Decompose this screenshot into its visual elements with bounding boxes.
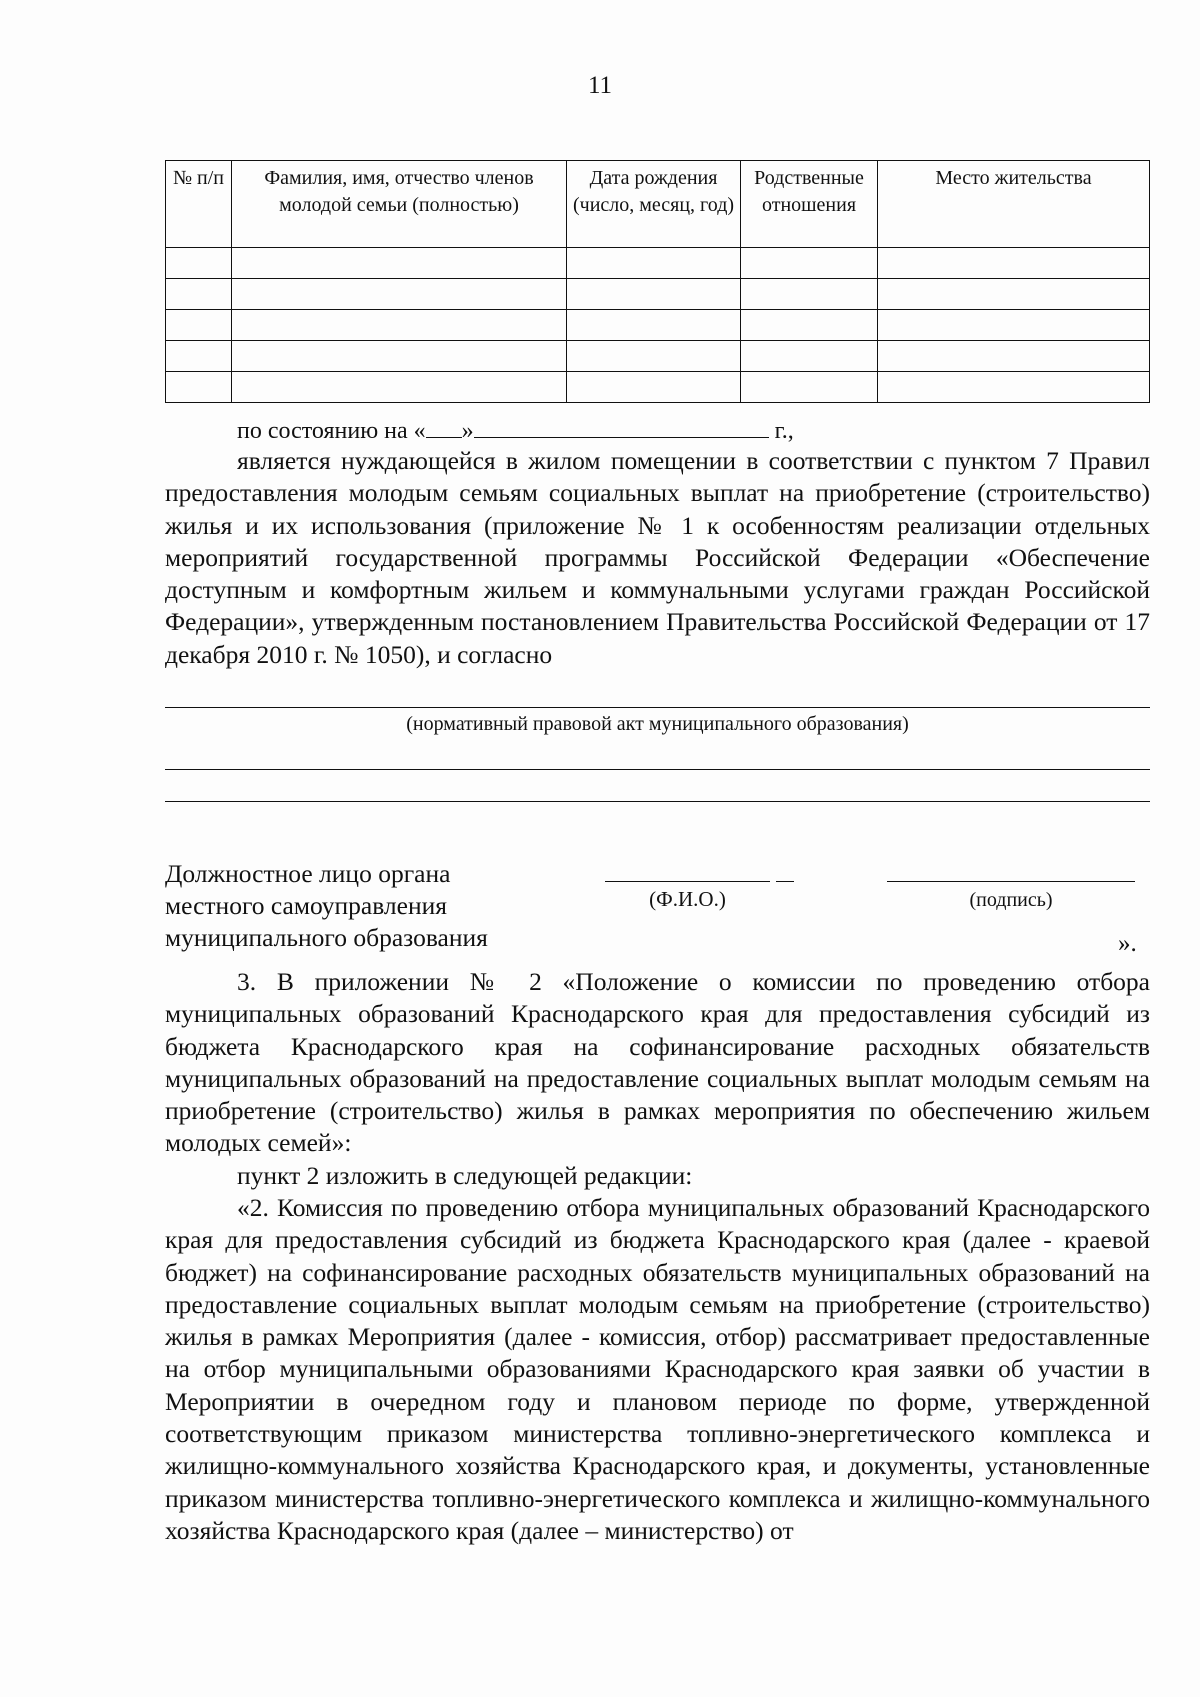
dash-line bbox=[776, 881, 794, 882]
header-relationship: Родственные отношения bbox=[741, 161, 878, 248]
header-number: № п/п bbox=[166, 161, 232, 248]
table-cell bbox=[166, 341, 232, 372]
table-cell bbox=[567, 279, 741, 310]
table-cell bbox=[741, 279, 878, 310]
header-full-name: Фамилия, имя, отчество членов молодой семьи (полностью) bbox=[232, 161, 567, 248]
official-title bbox=[165, 858, 595, 954]
table-header-row bbox=[166, 161, 1150, 248]
table-cell bbox=[166, 372, 232, 403]
as-of-prefix: по состоянию на « bbox=[237, 418, 426, 444]
day-blank bbox=[426, 415, 462, 438]
table-cell bbox=[741, 248, 878, 279]
item-2-intro: пункт 2 изложить в следующей редакции: bbox=[237, 1161, 693, 1190]
official-line-2: местного самоуправления bbox=[165, 891, 447, 920]
official-line-1: Должностное лицо органа bbox=[165, 859, 451, 888]
table-row bbox=[166, 341, 1150, 372]
blank-line bbox=[165, 769, 1150, 770]
table-cell bbox=[232, 310, 567, 341]
table-cell bbox=[232, 279, 567, 310]
as-of-middle: » bbox=[461, 418, 474, 444]
page-number: 11 bbox=[587, 72, 613, 99]
table-cell bbox=[232, 372, 567, 403]
table-cell bbox=[166, 248, 232, 279]
table-cell bbox=[741, 310, 878, 341]
normative-act-line bbox=[165, 707, 1150, 708]
table-cell bbox=[567, 248, 741, 279]
table-cell bbox=[166, 310, 232, 341]
as-of-date-line bbox=[237, 415, 794, 445]
fio-line bbox=[605, 881, 770, 882]
header-birth-date: Дата рождения (число, месяц, год) bbox=[567, 161, 741, 248]
signature-label: (подпись) bbox=[969, 889, 1053, 911]
table-cell bbox=[878, 279, 1150, 310]
table-cell bbox=[878, 341, 1150, 372]
table-cell bbox=[232, 248, 567, 279]
table-row bbox=[166, 248, 1150, 279]
table-row bbox=[166, 310, 1150, 341]
table-cell bbox=[741, 372, 878, 403]
table-cell bbox=[232, 341, 567, 372]
as-of-suffix: г., bbox=[768, 418, 794, 444]
official-line-3: муниципального образования bbox=[165, 923, 488, 952]
table-cell bbox=[741, 341, 878, 372]
table-cell bbox=[878, 372, 1150, 403]
item-2-text: «2. Комиссия по проведению отбора муниципальных образований Краснодарского края для предоставления субсидий из бюджета Краснодарского края (далее - краевой бюджет) на софинансирование расходных обязательств муниципальных образований на предоставление социальных выплат молодым семьям на приобретение (строительство) жилья в рамках Мероприятия (далее - комиссия, отбор) рассматривает предоставленные на отбор муниципальными образованиями Краснодарского края заявки об участии в Мероприятии в очередном году и плановом периоде по форме, утвержденной соответствующим приказом министерства топливно-энергетического комплекса и жилищно-коммунального хозяйства Краснодарского края, и документы, установленные приказом министерства топливно-энергетического комплекса и жилищно-коммунального хозяйства Краснодарского края (далее – министерство) от bbox=[165, 1193, 1150, 1545]
table-cell bbox=[567, 372, 741, 403]
normative-act-caption: (нормативный правовой акт муниципального образования) bbox=[406, 713, 909, 735]
table-row bbox=[166, 372, 1150, 403]
table-cell bbox=[878, 310, 1150, 341]
table-cell bbox=[878, 248, 1150, 279]
need-paragraph: является нуждающейся в жилом помещении в соответствии с пунктом 7 Правил предоставления молодым семьям социальных выплат на приобретение (строительство) жилья и их использования (приложение № 1 к особенностям реализации отдельных мероприятий государственной программы Российской Федерации «Обеспечение доступным и комфортным жильем и коммунальными услугами граждан Российской Федерации», утвержденным постановлением Правительства Российской Федерации от 17 декабря 2010 г. № 1050), и согласно bbox=[165, 446, 1150, 669]
paragraph-3: 3. В приложении № 2 «Положение о комиссии по проведению отбора муниципальных образований Краснодарского края для предоставления субсидий из бюджета Краснодарского края на софинансирование расходных обязательств муниципальных образований на предоставление социальных выплат молодым семьям на приобретение (строительство) жилья в рамках мероприятия по обеспечению жильем молодых семей»: bbox=[165, 967, 1150, 1158]
closing-quote: ». bbox=[1118, 930, 1137, 957]
signature-line bbox=[887, 881, 1135, 882]
family-members-table bbox=[165, 160, 1150, 403]
header-residence: Место жительства bbox=[878, 161, 1150, 248]
table-cell bbox=[567, 310, 741, 341]
month-blank bbox=[474, 415, 769, 438]
blank-line bbox=[165, 801, 1150, 802]
table-cell bbox=[567, 341, 741, 372]
table-cell bbox=[166, 279, 232, 310]
table-row bbox=[166, 279, 1150, 310]
fio-label: (Ф.И.О.) bbox=[649, 887, 726, 911]
